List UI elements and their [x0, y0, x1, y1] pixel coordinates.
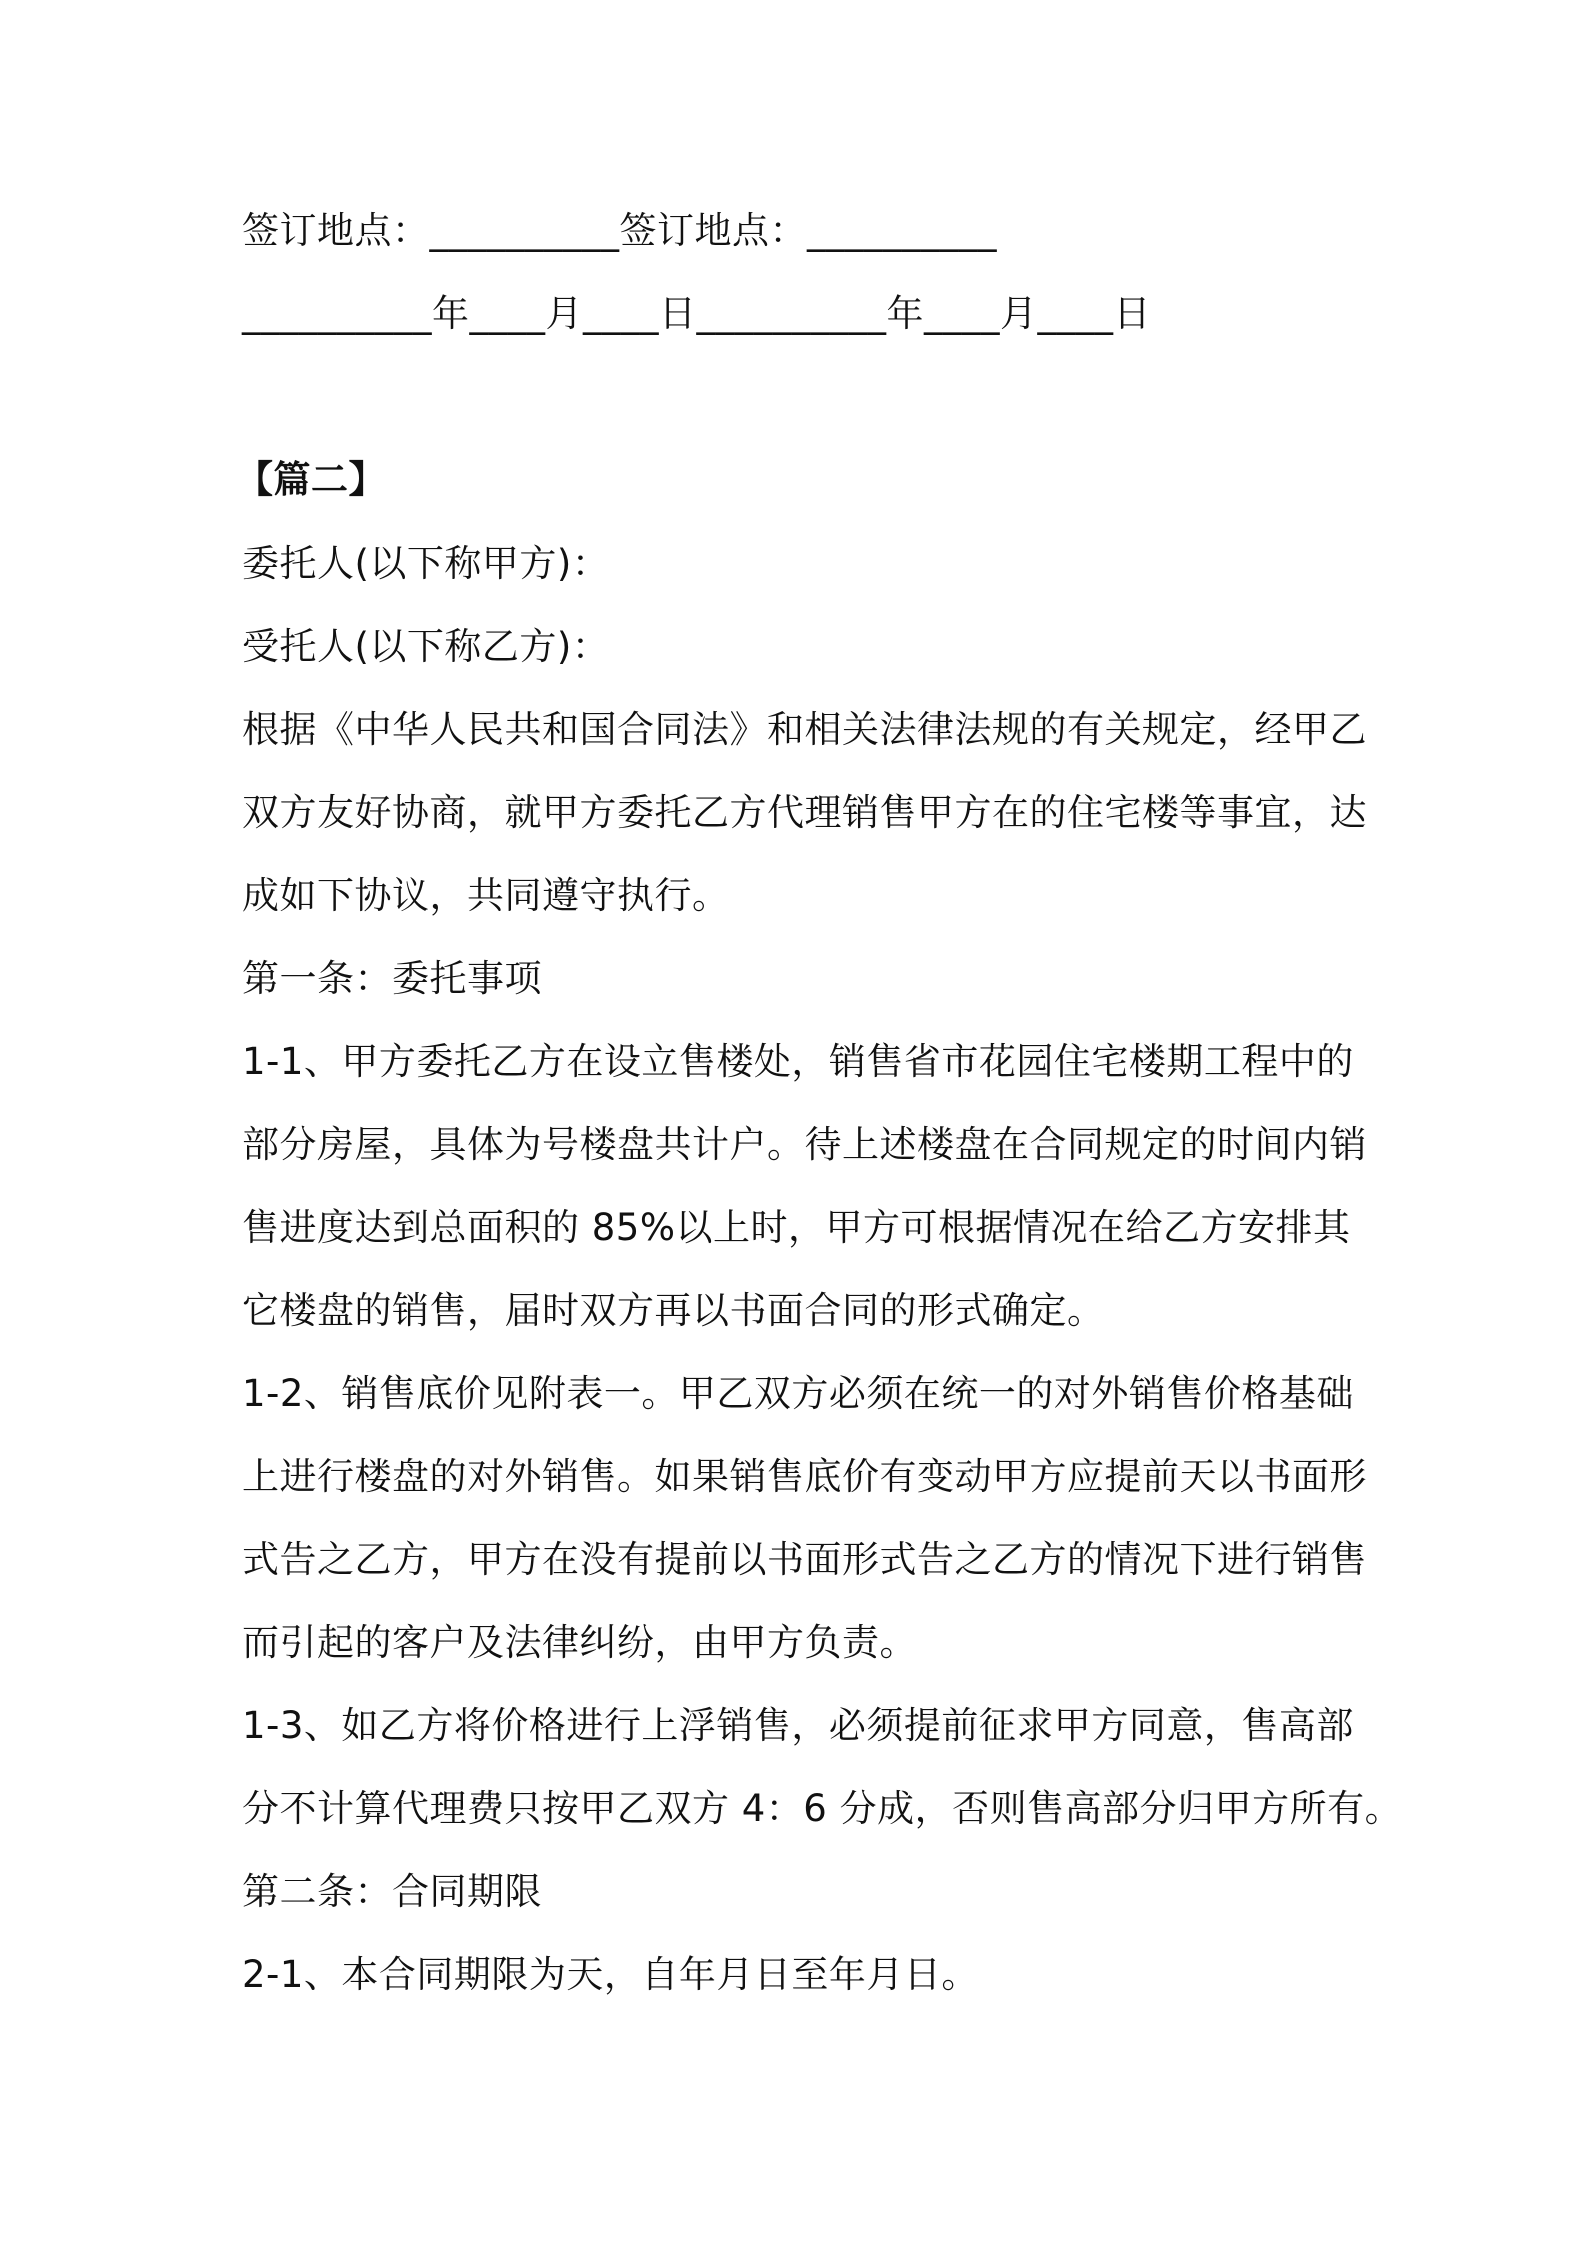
signing-date-line: __________年____月____日__________年____月____日 [242, 292, 1151, 335]
clause-line: 部分房屋，具体为号楼盘共计户。待上述楼盘在合同规定的时间内销 [242, 1123, 1367, 1166]
preamble-line: 根据《中华人民共和国合同法》和相关法律法规的有关规定，经甲乙 [242, 708, 1367, 751]
clause-line: 售进度达到总面积的 85%以上时，甲方可根据情况在给乙方安排其 [242, 1206, 1351, 1249]
preamble-line: 双方友好协商，就甲方委托乙方代理销售甲方在的住宅楼等事宜，达 [242, 791, 1367, 834]
article-title: 第二条：合同期限 [242, 1870, 542, 1913]
clause-line: 它楼盘的销售，届时双方再以书面合同的形式确定。 [242, 1289, 1105, 1332]
clause-line: 而引起的客户及法律纠纷，由甲方负责。 [242, 1621, 917, 1664]
agent-line: 受托人(以下称乙方)： [242, 625, 610, 668]
signing-place-line: 签订地点：__________签订地点：__________ [242, 209, 997, 252]
section-heading: 【篇二】 [236, 458, 386, 501]
clause-line: 式告之乙方，甲方在没有提前以书面形式告之乙方的情况下进行销售 [242, 1538, 1367, 1581]
clause-line: 上进行楼盘的对外销售。如果销售底价有变动甲方应提前天以书面形 [242, 1455, 1367, 1498]
preamble-line: 成如下协议，共同遵守执行。 [242, 874, 730, 917]
clause-line: 1-2、销售底价见附表一。甲乙双方必须在统一的对外销售价格基础 [242, 1372, 1354, 1415]
article-title: 第一条：委托事项 [242, 957, 542, 1000]
clause-line: 1-3、如乙方将价格进行上浮销售，必须提前征求甲方同意，售高部 [242, 1704, 1354, 1747]
clause-line: 分不计算代理费只按甲乙双方 4：6 分成，否则售高部分归甲方所有。 [242, 1787, 1403, 1830]
clause-line: 2-1、本合同期限为天，自年月日至年月日。 [242, 1953, 979, 1996]
principal-line: 委托人(以下称甲方)： [242, 542, 610, 585]
clause-line: 1-1、甲方委托乙方在设立售楼处，销售省市花园住宅楼期工程中的 [242, 1040, 1354, 1083]
